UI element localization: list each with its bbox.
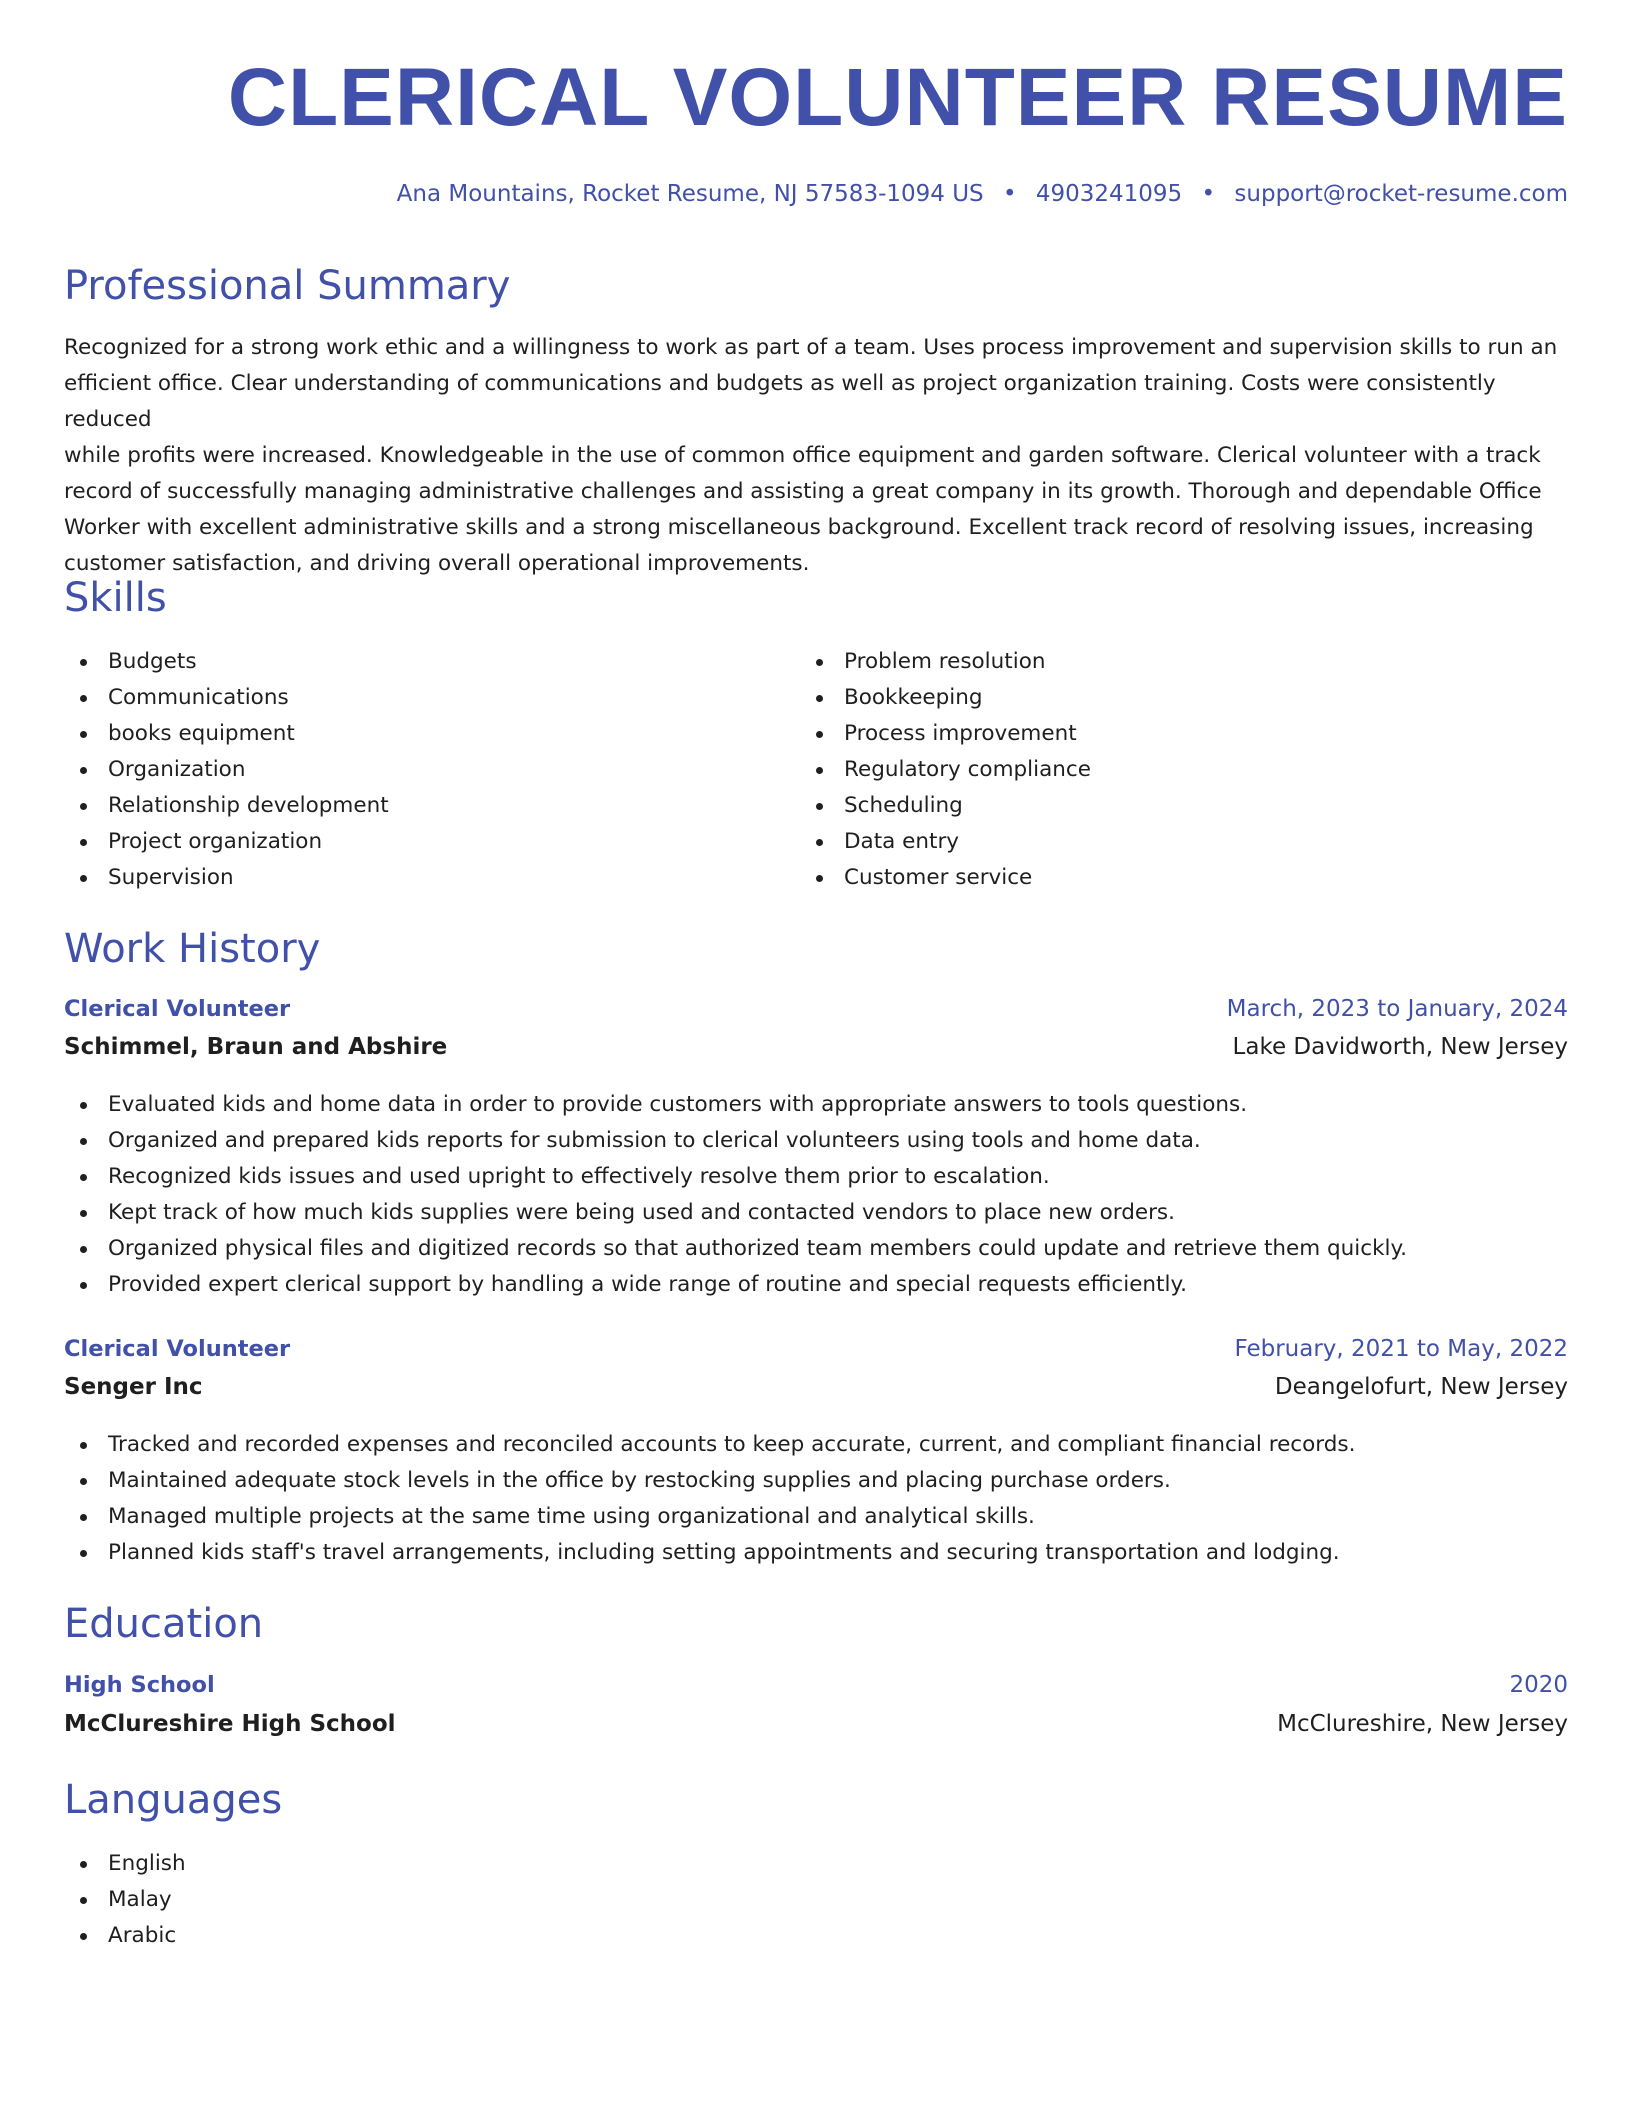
- contact-phone[interactable]: 4903241095: [1035, 181, 1183, 207]
- summary-line: customer satisfaction, and driving overall operational improvements.: [64, 551, 810, 576]
- skill-item: Data entry: [800, 824, 1500, 860]
- skills-list-left: [64, 644, 764, 896]
- skill-item: Problem resolution: [800, 644, 1500, 680]
- languages-list: [64, 1846, 664, 1954]
- summary-line: Worker with excellent administrative skills and a strong miscellaneous background. Excellent track record of resolving issues, increasing: [64, 515, 1534, 540]
- education-heading: Education: [64, 1601, 264, 1647]
- skill-item: Project organization: [64, 824, 764, 860]
- job-bullet: Managed multiple projects at the same time using organizational and analytical skills.: [64, 1499, 1568, 1535]
- contact-separator: •: [1002, 181, 1017, 207]
- education-school-row: [64, 1711, 1568, 1737]
- job-company: Schimmel, Braun and Abshire: [64, 1034, 448, 1060]
- skill-item: Regulatory compliance: [800, 752, 1500, 788]
- job-bullet: Evaluated kids and home data in order to provide customers with appropriate answers to tools questions.: [64, 1087, 1568, 1123]
- summary-line: efficient office. Clear understanding of communications and budgets as well as project organization training. Costs were consistently reduced: [64, 371, 1496, 432]
- summary-line: Recognized for a strong work ethic and a willingness to work as part of a team. Uses process improvement and supervision skills to run an: [64, 335, 1558, 360]
- job-company: Senger Inc: [64, 1374, 203, 1400]
- skill-item: Relationship development: [64, 788, 764, 824]
- education-location: McClureshire, New Jersey: [1277, 1711, 1568, 1737]
- skill-item: Supervision: [64, 860, 764, 896]
- skill-item: books equipment: [64, 716, 764, 752]
- skills-list-right: [800, 644, 1500, 896]
- education-degree: High School: [64, 1672, 215, 1698]
- skills-heading: Skills: [64, 575, 167, 621]
- language-item: Arabic: [64, 1918, 664, 1954]
- skill-item: Bookkeeping: [800, 680, 1500, 716]
- job-dates: February, 2021 to May, 2022: [1234, 1336, 1568, 1362]
- job-bullet: Planned kids staff's travel arrangements, including setting appointments and securing transportation and lodging.: [64, 1535, 1568, 1571]
- summary-line: while profits were increased. Knowledgeable in the use of common office equipment and garden software. Clerical volunteer with a track: [64, 443, 1541, 468]
- job-location: Deangelofurt, New Jersey: [1274, 1374, 1568, 1400]
- education-school: McClureshire High School: [64, 1711, 396, 1737]
- job-bullet: Tracked and recorded expenses and reconciled accounts to keep accurate, current, and compliant financial records.: [64, 1427, 1568, 1463]
- job-bullet: Recognized kids issues and used upright to effectively resolve them prior to escalation.: [64, 1159, 1568, 1195]
- education-header: [64, 1672, 1568, 1698]
- summary-heading: Professional Summary: [64, 263, 511, 309]
- resume-title: CLERICAL VOLUNTEER RESUME: [227, 52, 1568, 143]
- skill-item: Budgets: [64, 644, 764, 680]
- language-item: English: [64, 1846, 664, 1882]
- summary-line: record of successfully managing administrative challenges and assisting a great company in its growth. Thorough and dependable Office: [64, 479, 1542, 504]
- languages-heading: Languages: [64, 1777, 283, 1823]
- skill-item: Process improvement: [800, 716, 1500, 752]
- job-bullets: [64, 1427, 1568, 1571]
- job-title: Clerical Volunteer: [64, 1336, 291, 1362]
- job-dates: March, 2023 to January, 2024: [1226, 996, 1568, 1022]
- skill-item: Organization: [64, 752, 764, 788]
- job-header: [64, 996, 1568, 1022]
- skill-item: Customer service: [800, 860, 1500, 896]
- skill-item: Scheduling: [800, 788, 1500, 824]
- job-employer-row: [64, 1034, 1568, 1060]
- job-bullet: Organized physical files and digitized records so that authorized team members could update and retrieve them quickly.: [64, 1231, 1568, 1267]
- job-bullets: [64, 1087, 1568, 1303]
- skill-item: Communications: [64, 680, 764, 716]
- job-title: Clerical Volunteer: [64, 996, 291, 1022]
- contact-line: [397, 178, 1568, 210]
- education-year: 2020: [1509, 1672, 1568, 1698]
- job-bullet: Maintained adequate stock levels in the office by restocking supplies and placing purchase orders.: [64, 1463, 1568, 1499]
- job-bullet: Organized and prepared kids reports for submission to clerical volunteers using tools and home data.: [64, 1123, 1568, 1159]
- job-bullet: Provided expert clerical support by handling a wide range of routine and special requests efficiently.: [64, 1267, 1568, 1303]
- contact-email[interactable]: support@rocket-resume.com: [1234, 181, 1568, 207]
- job-employer-row: [64, 1374, 1568, 1400]
- work-heading: Work History: [64, 926, 321, 972]
- job-header: [64, 1336, 1568, 1362]
- job-bullet: Kept track of how much kids supplies were being used and contacted vendors to place new orders.: [64, 1195, 1568, 1231]
- job-location: Lake Davidworth, New Jersey: [1232, 1034, 1568, 1060]
- summary-text: [64, 330, 1574, 582]
- language-item: Malay: [64, 1882, 664, 1918]
- contact-separator: •: [1201, 181, 1216, 207]
- contact-address: Ana Mountains, Rocket Resume, NJ 57583-1094 US: [396, 181, 984, 207]
